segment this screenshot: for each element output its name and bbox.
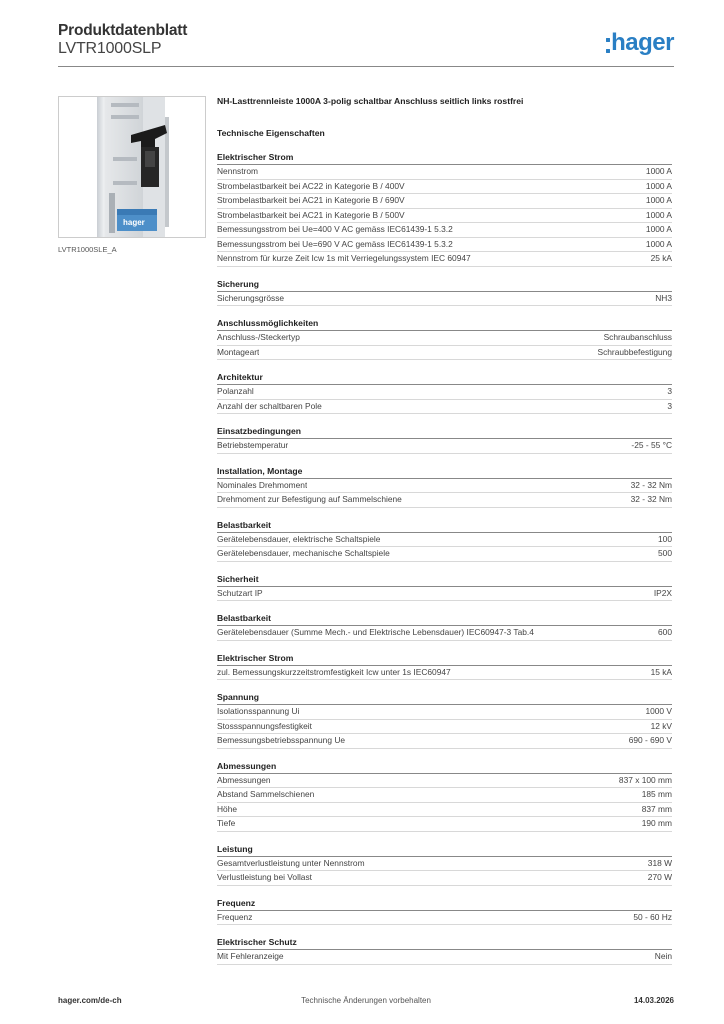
property-section xyxy=(217,150,672,267)
property-section xyxy=(217,935,672,965)
footer-date: 14.03.2026 xyxy=(633,996,674,1005)
property-value: 185 mm xyxy=(641,789,672,799)
property-row xyxy=(217,223,672,238)
property-value: 1000 A xyxy=(645,180,672,191)
property-value: 837 x 100 mm xyxy=(618,774,672,785)
property-value: 25 kA xyxy=(650,253,672,263)
logo-text: hager xyxy=(611,29,674,56)
property-row xyxy=(217,493,672,508)
property-row xyxy=(217,788,672,803)
property-value: 100 xyxy=(658,533,672,544)
property-row xyxy=(217,346,672,361)
property-label: Polanzahl xyxy=(217,386,254,396)
property-value: 3 xyxy=(667,386,672,396)
switch-disconnector-illustration xyxy=(59,97,205,237)
property-sections xyxy=(217,150,672,965)
property-row xyxy=(217,705,672,720)
property-section xyxy=(217,518,672,562)
footer-website[interactable]: hager.com/de-ch xyxy=(58,996,122,1005)
property-row xyxy=(217,165,672,180)
property-label: Stossspannungsfestigkeit xyxy=(217,720,312,731)
property-value: IP2X xyxy=(653,587,672,598)
property-section xyxy=(217,277,672,307)
property-value: 1000 A xyxy=(645,238,672,249)
property-label: Isolationsspannung Ui xyxy=(217,706,300,716)
property-label: Nennstrom xyxy=(217,166,258,176)
property-row xyxy=(217,950,672,965)
property-section xyxy=(217,464,672,508)
property-row xyxy=(217,238,672,253)
property-row xyxy=(217,547,672,562)
property-value: 270 W xyxy=(647,872,672,882)
section-title: Leistung xyxy=(217,842,672,857)
property-row xyxy=(217,252,672,267)
property-section xyxy=(217,896,672,926)
property-label: Schutzart IP xyxy=(217,587,263,598)
property-row xyxy=(217,666,672,681)
section-title: Installation, Montage xyxy=(217,464,672,479)
property-row xyxy=(217,533,672,548)
property-row xyxy=(217,400,672,415)
technical-properties-heading: Technische Eigenschaften xyxy=(217,128,325,138)
section-title: Elektrischer Schutz xyxy=(217,935,672,950)
property-value: -25 - 55 °C xyxy=(631,440,672,450)
property-section xyxy=(217,842,672,886)
property-row xyxy=(217,774,672,789)
property-label: Drehmoment zur Befestigung auf Sammelschiene xyxy=(217,494,402,504)
property-value: NH3 xyxy=(655,292,672,303)
property-section xyxy=(217,424,672,454)
property-label: Abmessungen xyxy=(217,774,271,785)
property-label: Tiefe xyxy=(217,818,236,828)
page-header xyxy=(58,20,674,68)
section-title: Anschlussmöglichkeiten xyxy=(217,316,672,331)
property-row xyxy=(217,331,672,346)
section-title: Einsatzbedingungen xyxy=(217,424,672,439)
property-value: 1000 A xyxy=(645,195,672,205)
property-section xyxy=(217,651,672,681)
section-title: Belastbarkeit xyxy=(217,518,672,533)
property-value: 1000 A xyxy=(645,209,672,220)
property-label: Strombelastbarkeit bei AC22 in Kategorie B / 400V xyxy=(217,180,405,191)
section-title: Elektrischer Strom xyxy=(217,150,672,165)
property-label: Sicherungsgrösse xyxy=(217,292,285,303)
property-row xyxy=(217,385,672,400)
property-label: Montageart xyxy=(217,346,260,357)
property-value: 50 - 60 Hz xyxy=(633,911,672,922)
property-label: Gerätelebensdauer, elektrische Schaltspiele xyxy=(217,533,381,544)
property-value: 318 W xyxy=(647,857,672,868)
property-label: Strombelastbarkeit bei AC21 in Kategorie B / 500V xyxy=(217,209,405,220)
logo-dots-icon xyxy=(606,38,610,53)
section-title: Sicherung xyxy=(217,277,672,292)
property-label: Strombelastbarkeit bei AC21 in Kategorie B / 690V xyxy=(217,195,405,205)
hager-logo xyxy=(606,28,674,58)
property-label: Bemessungsstrom bei Ue=400 V AC gemäss IEC61439-1 5.3.2 xyxy=(217,224,453,234)
section-title: Abmessungen xyxy=(217,759,672,774)
property-section xyxy=(217,611,672,641)
footer-notice: Technische Änderungen vorbehalten xyxy=(301,996,431,1005)
property-value: 837 mm xyxy=(641,803,672,814)
property-label: Bemessungsbetriebsspannung Ue xyxy=(217,735,346,745)
product-code: LVTR1000SLP xyxy=(58,40,162,57)
section-title: Frequenz xyxy=(217,896,672,911)
property-label: Abstand Sammelschienen xyxy=(217,789,315,799)
datasheet-content xyxy=(217,95,672,975)
property-row xyxy=(217,817,672,832)
property-label: Gesamtverlustleistung unter Nennstrom xyxy=(217,857,365,868)
property-label: Bemessungsstrom bei Ue=690 V AC gemäss IEC61439-1 5.3.2 xyxy=(217,238,453,249)
property-label: Anschluss-/Steckertyp xyxy=(217,332,300,342)
property-section xyxy=(217,572,672,602)
property-section xyxy=(217,316,672,360)
header-divider xyxy=(58,66,674,67)
property-row xyxy=(217,194,672,209)
property-label: zul. Bemessungskurzzeitstromfestigkeit Icw unter 1s IEC60947 xyxy=(217,666,451,677)
product-image xyxy=(58,96,206,238)
property-value: 1000 V xyxy=(645,706,672,716)
property-row xyxy=(217,857,672,872)
property-row xyxy=(217,911,672,926)
property-label: Nennstrom für kurze Zeit Icw 1s mit Verriegelungssystem IEC 60947 xyxy=(217,253,471,263)
property-section xyxy=(217,759,672,832)
property-row xyxy=(217,720,672,735)
section-title: Architektur xyxy=(217,370,672,385)
property-label: Frequenz xyxy=(217,911,253,922)
property-row xyxy=(217,871,672,886)
property-row xyxy=(217,439,672,454)
section-title: Belastbarkeit xyxy=(217,611,672,626)
property-value: 1000 A xyxy=(645,224,672,234)
property-value: 32 - 32 Nm xyxy=(630,479,672,490)
badge-label: hager xyxy=(123,218,145,227)
section-title: Sicherheit xyxy=(217,572,672,587)
property-row xyxy=(217,626,672,641)
property-label: Betriebstemperatur xyxy=(217,440,289,450)
property-row xyxy=(217,292,672,307)
property-label: Gerätelebensdauer (Summe Mech.- und Elektrische Lebensdauer) IEC60947-3 Tab.4 xyxy=(217,627,534,637)
property-value: 12 kV xyxy=(650,720,672,731)
property-label: Gerätelebensdauer, mechanische Schaltspiele xyxy=(217,548,390,558)
property-row xyxy=(217,587,672,602)
property-value: Nein xyxy=(654,951,672,961)
page-footer xyxy=(58,996,674,1010)
property-section xyxy=(217,370,672,414)
section-title: Spannung xyxy=(217,690,672,705)
property-label: Nominales Drehmoment xyxy=(217,479,308,490)
property-label: Höhe xyxy=(217,803,238,814)
property-row xyxy=(217,734,672,749)
product-description: NH-Lasttrennleiste 1000A 3-polig schaltbar Anschluss seitlich links rostfrei xyxy=(217,96,524,106)
property-label: Anzahl der schaltbaren Pole xyxy=(217,400,322,411)
property-value: 600 xyxy=(658,627,672,637)
property-row xyxy=(217,479,672,494)
property-row xyxy=(217,803,672,818)
property-value: 690 - 690 V xyxy=(628,735,672,745)
property-value: Schraubanschluss xyxy=(603,332,672,342)
property-section xyxy=(217,690,672,749)
property-row xyxy=(217,180,672,195)
property-value: 190 mm xyxy=(641,818,672,828)
property-value: 500 xyxy=(658,548,672,558)
property-label: Mit Fehleranzeige xyxy=(217,951,284,961)
section-title: Elektrischer Strom xyxy=(217,651,672,666)
property-label: Verlustleistung bei Vollast xyxy=(217,872,312,882)
property-value: Schraubbefestigung xyxy=(597,346,672,357)
document-title: Produktdatenblatt xyxy=(58,22,188,39)
property-value: 32 - 32 Nm xyxy=(630,494,672,504)
image-caption: LVTR1000SLE_A xyxy=(58,245,117,254)
property-value: 15 kA xyxy=(650,666,672,677)
property-row xyxy=(217,209,672,224)
property-value: 3 xyxy=(667,400,672,411)
property-value: 1000 A xyxy=(645,166,672,176)
